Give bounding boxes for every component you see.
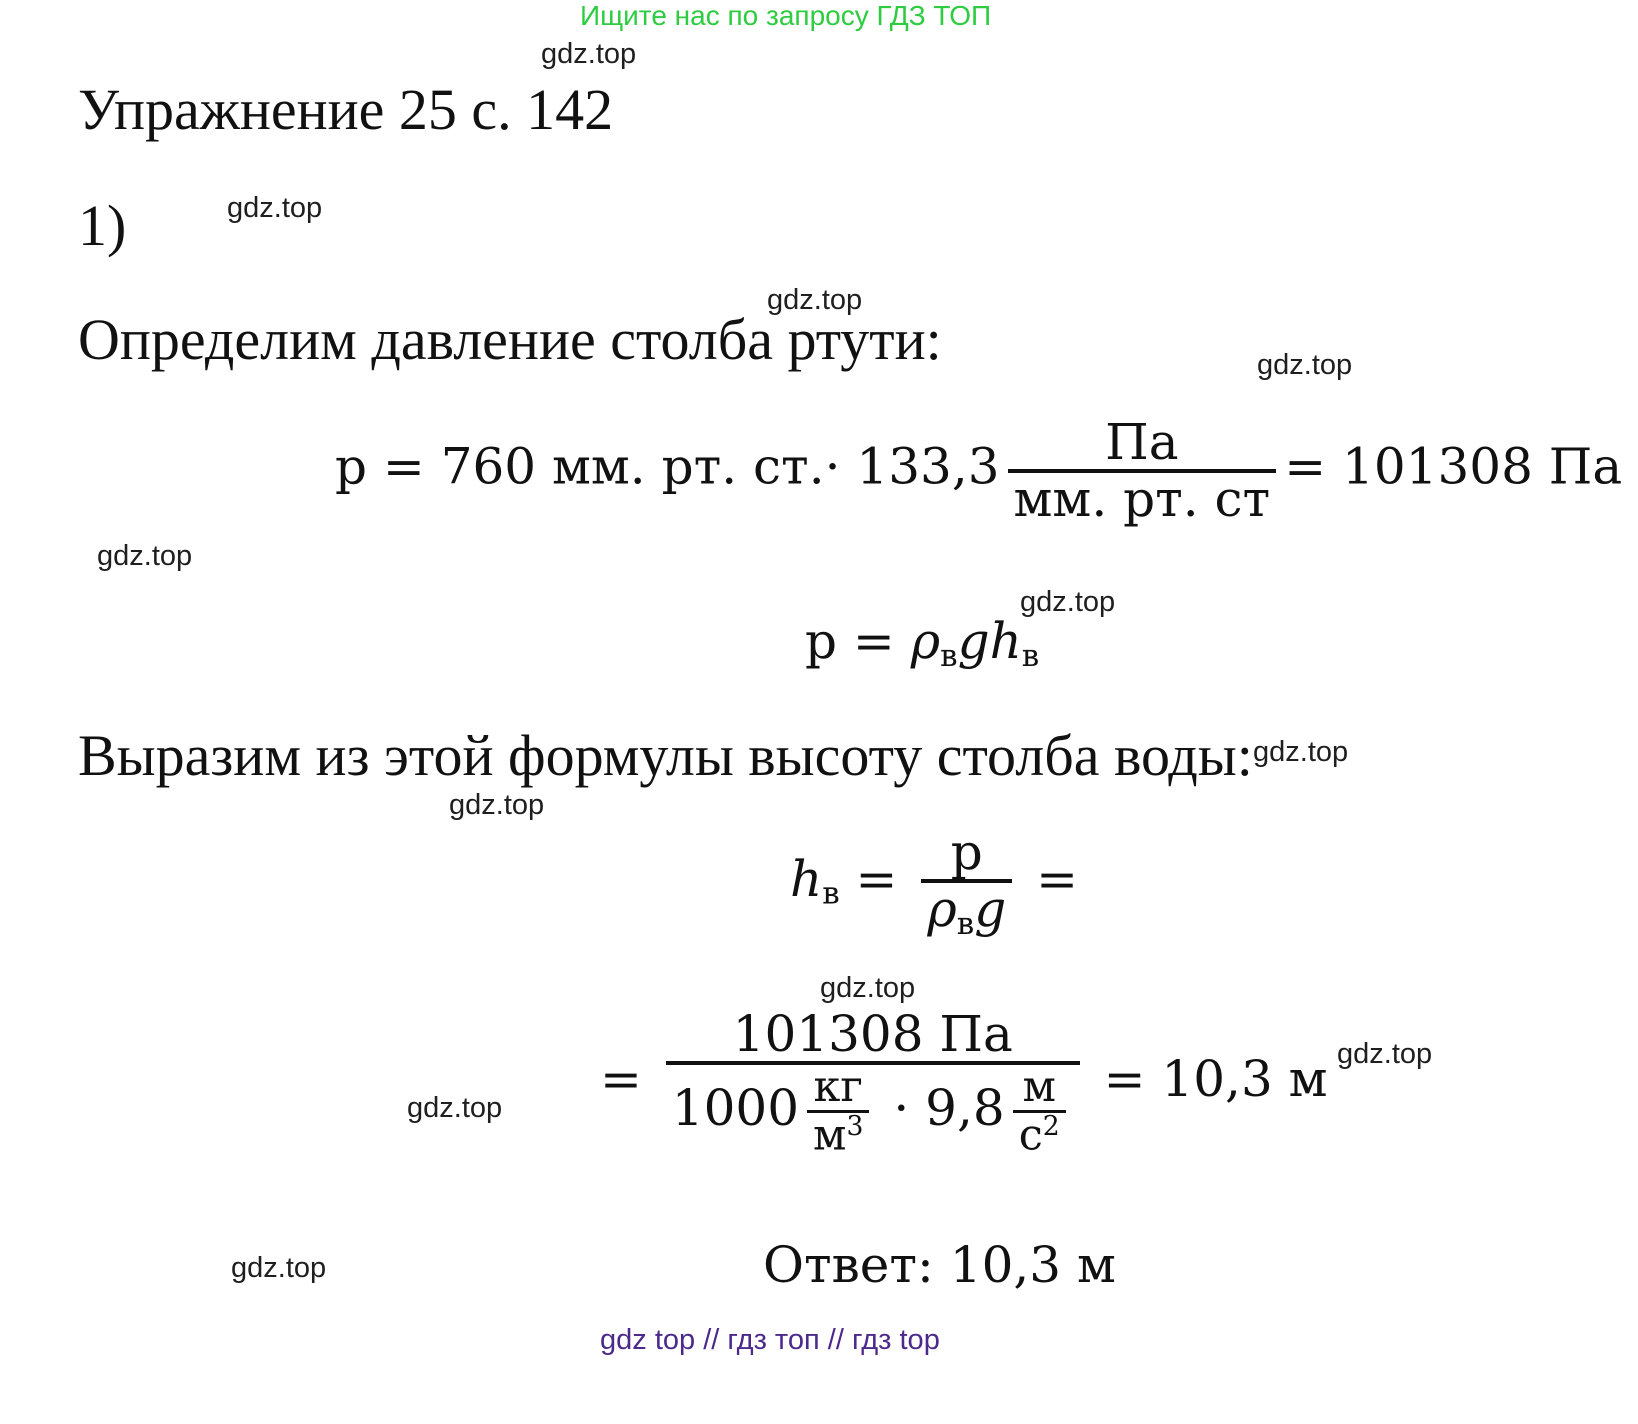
watermark: gdz.top [1253, 736, 1349, 768]
eq1-fraction [1008, 413, 1277, 528]
equation-pressure [335, 413, 1623, 528]
footer-separator: // [819, 1324, 852, 1356]
eq4-den-a-den-pow: 3 [846, 1110, 864, 1142]
eq4-unit-density [807, 1061, 869, 1161]
watermark: gdz.top [449, 789, 545, 821]
eq4-den-a-den [807, 1110, 869, 1159]
eq4-den-b: 9,8 [925, 1078, 1005, 1137]
equation-calculation [600, 1005, 1328, 1161]
eq3-h: h [790, 849, 823, 908]
eq1-rhs: = 101308 Па [1284, 437, 1623, 496]
watermark: gdz.top [820, 972, 916, 1004]
eq4-den-a-num: кг [813, 1061, 863, 1112]
eq4-lead: = [600, 1050, 658, 1109]
eq2-lhs: p = [805, 612, 911, 670]
eq4-den [666, 1061, 1080, 1159]
watermark: gdz.top [227, 192, 323, 224]
eq4-result: = 10,3 м [1087, 1050, 1328, 1109]
eq2-rho-sub: в [940, 637, 958, 674]
step1-text: Определим давление столба ртути: [78, 307, 942, 372]
watermark: gdz.top [407, 1092, 503, 1124]
eq4-den-a-den-base: м [813, 1110, 847, 1161]
footer-link-gdz-top[interactable]: gdz top [600, 1324, 696, 1356]
eq2-rho: ρ [910, 612, 941, 670]
eq3-num: p [950, 823, 983, 881]
eq3-den-rho: ρ [927, 879, 957, 938]
eq4-den-a: 1000 [671, 1078, 800, 1137]
watermark: gdz.top [231, 1252, 327, 1284]
eq4-den-b-den-pow: 2 [1042, 1110, 1060, 1142]
eq1-frac-den: мм. рт. ст [1008, 469, 1277, 526]
eq3-h-sub: в [822, 875, 840, 912]
eq1-frac-num: Па [1105, 413, 1179, 471]
eq3-eq: = [839, 849, 914, 908]
eq2-h-sub: в [1021, 637, 1040, 674]
step2-text: Выразим из этой формулы высоту столба воды: [78, 723, 1253, 788]
top-banner: Ищите нас по запросу ГДЗ ТОП [580, 0, 992, 31]
eq3-tail: = [1020, 849, 1079, 908]
item-number: 1) [78, 193, 127, 258]
footer-links [600, 1324, 940, 1357]
page-title: Упражнение 25 с. 142 [78, 77, 614, 142]
eq4-den-dot: · [877, 1078, 926, 1137]
eq4-den-b-num: м [1022, 1061, 1056, 1112]
eq4-den-b-den-base: с [1018, 1110, 1043, 1161]
eq4-fraction [666, 1005, 1080, 1161]
watermark: gdz.top [1337, 1038, 1433, 1070]
equation-hydrostatic [805, 612, 1039, 674]
footer-separator: // [695, 1324, 728, 1356]
watermark: gdz.top [767, 284, 863, 316]
eq3-den [921, 879, 1012, 940]
footer-link-gdz-top-mixed[interactable]: гдз top [851, 1324, 940, 1356]
answer: Ответ: 10,3 м [763, 1236, 1116, 1294]
footer-link-gdz-top-ru[interactable]: гдз топ [727, 1324, 820, 1356]
watermark: gdz.top [1020, 586, 1116, 618]
eq3-den-g: g [974, 879, 1007, 938]
eq4-den-b-den [1013, 1110, 1066, 1159]
watermark: gdz.top [1257, 349, 1353, 381]
watermark: gdz.top [97, 540, 193, 572]
eq4-num: 101308 Па [732, 1005, 1013, 1063]
eq3-den-sub: в [956, 905, 975, 942]
eq3-fraction [921, 823, 1012, 942]
equation-height [790, 823, 1079, 942]
eq2-g: g [957, 612, 990, 670]
eq4-unit-accel [1013, 1061, 1066, 1161]
eq1-lhs: p = 760 мм. рт. ст.· 133,3 [335, 437, 1000, 496]
eq2-h: h [989, 612, 1022, 670]
watermark: gdz.top [541, 38, 637, 70]
